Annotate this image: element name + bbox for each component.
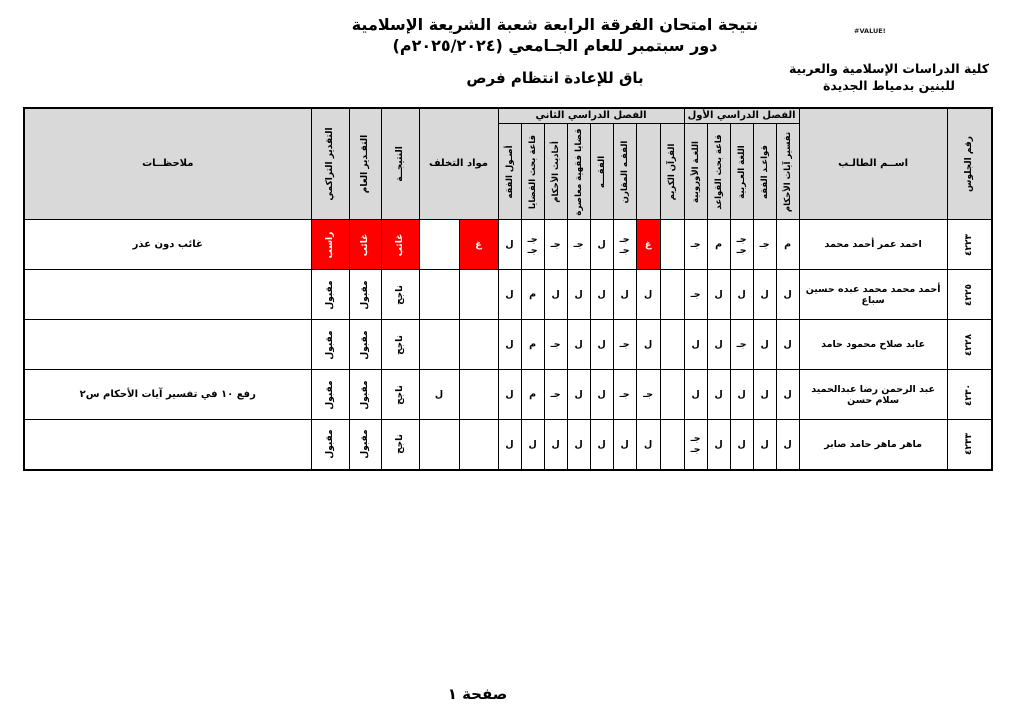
grade-cell: ل — [498, 270, 521, 320]
grade-cell: جـ — [544, 220, 567, 270]
group-header-row — [24, 108, 992, 124]
grade-cell: ل — [521, 420, 544, 470]
grade-cell: ل — [498, 220, 521, 270]
grade-cell: جـ جـ — [684, 420, 707, 470]
faculty-name — [782, 61, 996, 94]
grade-cell: جـ جـ — [613, 220, 636, 270]
grade-cell: ل — [498, 420, 521, 470]
title-line-2: دور سبتمبر للعام الجـامعي (٢٠٢٥/٢٠٢٤م) — [392, 36, 718, 55]
grade-cell: ل — [567, 270, 590, 320]
page-number: صفحة ١ — [447, 685, 508, 703]
table-row — [24, 370, 992, 420]
grade-cell: ل — [684, 320, 707, 370]
notes-cell — [24, 420, 311, 470]
group-header-semester2: الفصل الدراسي الثاني — [498, 108, 684, 124]
retake-subjects-cell — [419, 420, 459, 470]
grade-cell: ل — [753, 320, 776, 370]
grade-cell: جـ — [544, 370, 567, 420]
grade-cell: جـ جـ — [730, 220, 753, 270]
cumulative-grade-cell: راسب — [311, 220, 349, 270]
col-header-subject-quran: القرآن الكريم — [660, 124, 684, 220]
retake-subjects-cell — [419, 320, 459, 370]
col-header-subject-fiqh: الفقـــه — [590, 124, 613, 220]
seat-cell: ٤٢٢٥ — [947, 270, 992, 320]
retake-subjects-cell — [459, 370, 498, 420]
grade-cell: ل — [567, 370, 590, 420]
cumulative-grade-cell: مقبول — [311, 270, 349, 320]
grade-cell: ل — [776, 420, 799, 470]
col-header-result: النتيجــة — [381, 108, 419, 220]
result-cell: ناجح — [381, 320, 419, 370]
grade-cell: م — [776, 220, 799, 270]
table-row — [24, 220, 992, 270]
grade-cell: ل — [544, 420, 567, 470]
grade-cell: ل — [636, 420, 660, 470]
grade-cell: ل — [613, 270, 636, 320]
col-header-subject-research-qadaya: قاعة بحث القضايا — [521, 124, 544, 220]
grade-cell — [660, 420, 684, 470]
col-header-subject-ahadith: أحاديث الأحكام — [544, 124, 567, 220]
grade-cell: م — [521, 320, 544, 370]
grade-cell: ل — [707, 270, 730, 320]
grade-cell: ل — [776, 370, 799, 420]
grade-cell: ل — [567, 320, 590, 370]
results-table — [23, 107, 993, 471]
group-header-semester1: الفصل الدراسي الأول — [684, 108, 799, 124]
grade-cell: ل — [776, 270, 799, 320]
grade-cell: ل — [590, 320, 613, 370]
grade-cell: ل — [753, 270, 776, 320]
grade-cell: ل — [707, 370, 730, 420]
faculty-line-2: للبنين بدمياط الجديدة — [823, 77, 955, 93]
title-line-3: باق للإعادة انتظام فرص — [466, 69, 644, 87]
grade-cell: جـ — [613, 370, 636, 420]
grade-cell: ل — [590, 270, 613, 320]
name-cell: أحمد محمد محمد عبده حسين سباع — [799, 270, 947, 320]
col-header-general-grade: التقـدير العام — [349, 108, 381, 220]
grade-cell: غ — [636, 220, 660, 270]
result-cell: ناجح — [381, 420, 419, 470]
grade-cell: جـ — [567, 220, 590, 270]
retake-subjects-cell — [459, 270, 498, 320]
col-header-subject-contemporary-issues: قضايا فقهية معاصرة — [567, 124, 590, 220]
grade-cell: جـ — [636, 370, 660, 420]
notes-cell: غائب دون عذر — [24, 220, 311, 270]
grade-cell: م — [521, 270, 544, 320]
cumulative-grade-cell: مقبول — [311, 370, 349, 420]
seat-cell: ٤٢٣٠ — [947, 370, 992, 420]
grade-cell — [660, 220, 684, 270]
grade-cell: ل — [730, 370, 753, 420]
col-header-subject-comparative-fiqh: الفقـه المقارن — [613, 124, 636, 220]
grade-cell: ل — [753, 370, 776, 420]
grade-cell: جـ — [544, 320, 567, 370]
table-row — [24, 320, 992, 370]
grade-cell: جـ — [753, 220, 776, 270]
grade-cell: ل — [498, 370, 521, 420]
faculty-line-1: كلية الدراسات الإسلامية والعربية — [788, 61, 990, 76]
grade-cell — [660, 370, 684, 420]
col-header-subject-usul-fiqh: أصـول الفقه — [498, 124, 521, 220]
results-tbody — [24, 220, 992, 470]
col-header-subject-research-qawaed: قاعة بحث القواعد — [707, 124, 730, 220]
grade-cell: ل — [613, 420, 636, 470]
general-grade-cell: غائب — [349, 220, 381, 270]
retake-subjects-cell: ل — [419, 370, 459, 420]
grade-cell: ل — [776, 320, 799, 370]
name-cell: احمد عمر أحمد محمد — [799, 220, 947, 270]
grade-cell: م — [521, 370, 544, 420]
grade-cell — [660, 320, 684, 370]
grade-cell: ل — [707, 420, 730, 470]
retake-subjects-cell: غ — [459, 220, 498, 270]
retake-subjects-cell — [419, 220, 459, 270]
general-grade-cell: مقبول — [349, 370, 381, 420]
col-header-subject-tafsir: تفسير آيات الأحكام — [776, 124, 799, 220]
general-grade-cell: مقبول — [349, 420, 381, 470]
notes-cell — [24, 270, 311, 320]
col-header-retake-subjects: مواد التخلف — [419, 108, 498, 220]
page-title — [330, 14, 780, 87]
grade-cell: ل — [590, 220, 613, 270]
name-cell: عبد الرحمن رضا عبدالحميد سلام حسن — [799, 370, 947, 420]
col-header-notes: ملاحظــات — [24, 108, 311, 220]
table-row — [24, 270, 992, 320]
col-header-name: اســم الطالـب — [799, 108, 947, 220]
grade-cell: ل — [636, 270, 660, 320]
grade-cell: ل — [590, 370, 613, 420]
grade-cell: جـ — [684, 220, 707, 270]
grade-cell: ل — [544, 270, 567, 320]
col-header-subject-qawaed-fiqh: قواعـد الفقه — [753, 124, 776, 220]
cumulative-grade-cell: مقبول — [311, 320, 349, 370]
col-header-subject-arabic: اللغة العـربية — [730, 124, 753, 220]
col-header-seat: رقم الجلوس — [947, 108, 992, 220]
name-cell: عابد صلاح محمود حامد — [799, 320, 947, 370]
grade-cell: جـ — [730, 320, 753, 370]
grade-cell — [660, 270, 684, 320]
grade-cell: جـ — [684, 270, 707, 320]
general-grade-cell: مقبول — [349, 270, 381, 320]
value-error-note: #VALUE! — [854, 27, 886, 35]
retake-subjects-cell — [459, 320, 498, 370]
result-cell: ناجح — [381, 370, 419, 420]
general-grade-cell: مقبول — [349, 320, 381, 370]
result-cell: ناجح — [381, 270, 419, 320]
title-line-1: نتيجة امتحان الفرقة الرابعة شعبة الشريعة الإسلامية — [351, 15, 759, 34]
cumulative-grade-cell: مقبول — [311, 420, 349, 470]
grade-cell: ل — [498, 320, 521, 370]
retake-subjects-cell — [419, 270, 459, 320]
col-header-cumulative-grade: التقدير التراكمي — [311, 108, 349, 220]
grade-cell: ل — [730, 420, 753, 470]
grade-cell: م — [707, 220, 730, 270]
grade-cell: ل — [730, 270, 753, 320]
seat-cell: ٤٢٣٣ — [947, 420, 992, 470]
grade-cell: ل — [636, 320, 660, 370]
grade-cell: ل — [684, 370, 707, 420]
notes-cell: رفع ١٠ في تفسير آيات الأحكام س٢ — [24, 370, 311, 420]
seat-cell: ٤٢٢٨ — [947, 320, 992, 370]
col-header-subject-unlabeled — [636, 124, 660, 220]
grade-cell: ل — [753, 420, 776, 470]
seat-cell: ٤٢٢٣ — [947, 220, 992, 270]
grade-cell: جـ جـ — [521, 220, 544, 270]
col-header-subject-european-lang: اللغـة الأوروبية — [684, 124, 707, 220]
result-cell: غائب — [381, 220, 419, 270]
grade-cell: ل — [590, 420, 613, 470]
grade-cell: ل — [567, 420, 590, 470]
grade-cell: جـ — [613, 320, 636, 370]
name-cell: ماهر ماهر حامد صابر — [799, 420, 947, 470]
retake-subjects-cell — [459, 420, 498, 470]
grade-cell: ل — [707, 320, 730, 370]
table-row — [24, 420, 992, 470]
notes-cell — [24, 320, 311, 370]
